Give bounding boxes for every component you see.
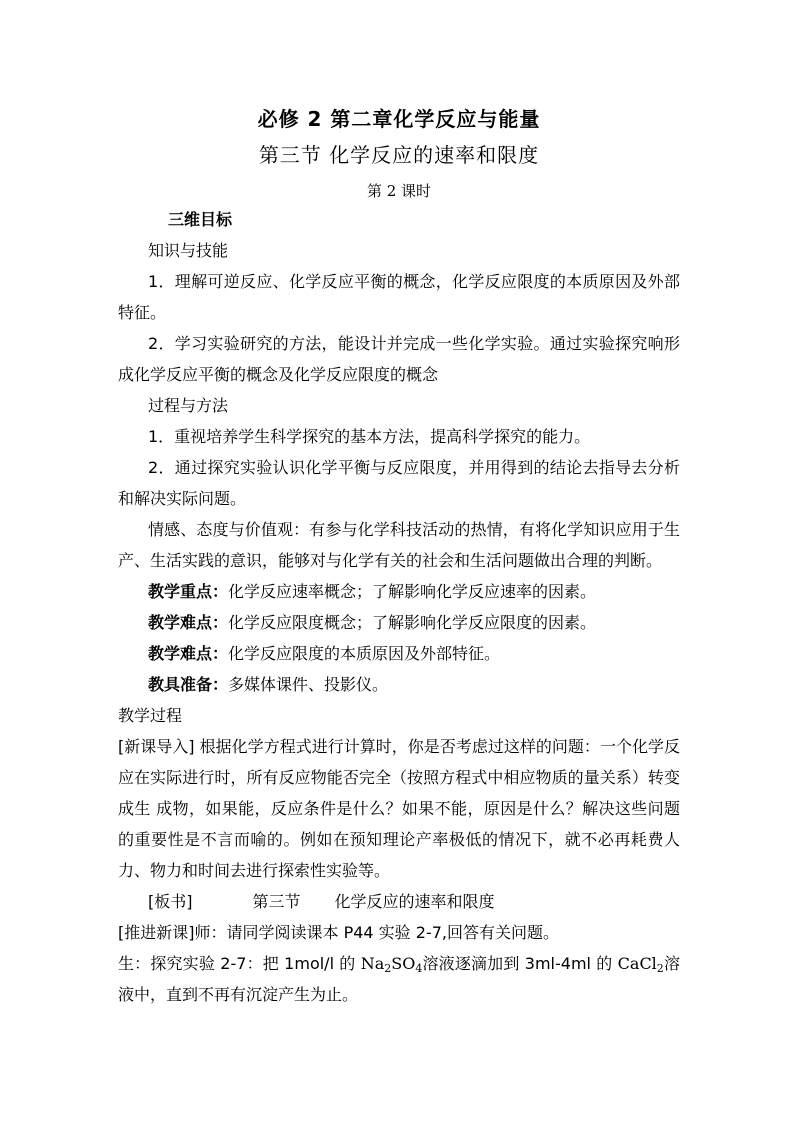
equipment-line xyxy=(118,669,680,700)
formula-cacl2: CaCl$_2$ xyxy=(617,954,664,975)
board-label: [板书] xyxy=(148,892,193,911)
objectives-heading: 三维目标 xyxy=(168,210,233,229)
equipment-text: 多媒体课件、投影仪。 xyxy=(228,675,389,694)
key-point-label: 教学重点： xyxy=(148,582,229,601)
difficulty-line-2 xyxy=(118,638,680,669)
intro-paragraph: [新课导入] 根据化学方程式进行计算时，你是否考虑过这样的问题：一个化学反应在实际进行时，所有反应物能否完全（按照方程式中相应物质的量关系）转变成生 成物，如果能，反应条件是什么？如果不能，原因是什么？解决这些问题的重要性是不言而喻的。例如在预知理论产率极低的情况下，就不必再耗费人力、物力和时间去进行探索性实验等。 xyxy=(118,737,680,880)
board-section: 第三节 xyxy=(252,892,301,911)
document-title: 必修 2 第二章化学反应与能量 xyxy=(257,107,541,131)
key-point-text: 化学反应速率概念；了解影响化学反应速率的因素。 xyxy=(228,582,597,601)
section-subtitle: 第三节 化学反应的速率和限度 xyxy=(258,143,540,167)
knowledge-item-1: 1．理解可逆反应、化学反应平衡的概念，化学反应限度的本质原因及外部特征。 xyxy=(118,272,680,322)
key-point-line xyxy=(118,576,680,607)
experiment-paragraph xyxy=(118,948,680,1010)
lesson-label: 第 2 课时 xyxy=(366,182,432,200)
difficulty-label-2: 教学难点： xyxy=(148,644,229,663)
board-line xyxy=(118,886,680,917)
formula-na2so4: $Na_2SO_4$ xyxy=(360,954,423,975)
difficulty-label-1: 教学难点： xyxy=(148,613,229,632)
process-heading: 过程与方法 xyxy=(148,396,229,415)
board-title: 化学反应的速率和限度 xyxy=(334,892,495,911)
experiment-middle: 溶液逐滴加到 3ml-4ml 的 xyxy=(422,954,618,973)
difficulty-text-1: 化学反应限度概念；了解影响化学反应限度的因素。 xyxy=(228,613,597,632)
teaching-process-title: 教学过程 xyxy=(118,706,183,725)
experiment-prefix: 生：探究实验 2-7：把 1mol/l 的 xyxy=(118,954,361,973)
experiment-suffix: 溶液中，直到不再有沉淀产生为止。 xyxy=(118,954,680,1004)
equipment-label: 教具准备： xyxy=(148,675,229,694)
document-page xyxy=(118,96,680,1010)
knowledge-heading: 知识与技能 xyxy=(148,241,229,260)
process-item-2: 2．通过探究实验认识化学平衡与反应限度，并用得到的结论去指导去分析和解决实际问题。 xyxy=(118,458,680,508)
difficulty-line-1 xyxy=(118,607,680,638)
emotion-paragraph: 情感、态度与价值观：有参与化学科技活动的热情，有将化学知识应用于生产、生活实践的意识，能够对与化学有关的社会和生活问题做出合理的判断。 xyxy=(118,520,680,570)
advance-line: [推进新课]师：请同学阅读课本 P44 实验 2-7,回答有关问题。 xyxy=(118,923,559,942)
process-item-1: 1．重视培养学生科学探究的基本方法，提高科学探究的能力。 xyxy=(148,427,591,446)
knowledge-item-2: 2．学习实验研究的方法，能设计并完成一些化学实验。通过实验探究响形成化学反应平衡的概念及化学反应限度的概念 xyxy=(118,334,680,384)
difficulty-text-2: 化学反应限度的本质原因及外部特征。 xyxy=(228,644,501,663)
